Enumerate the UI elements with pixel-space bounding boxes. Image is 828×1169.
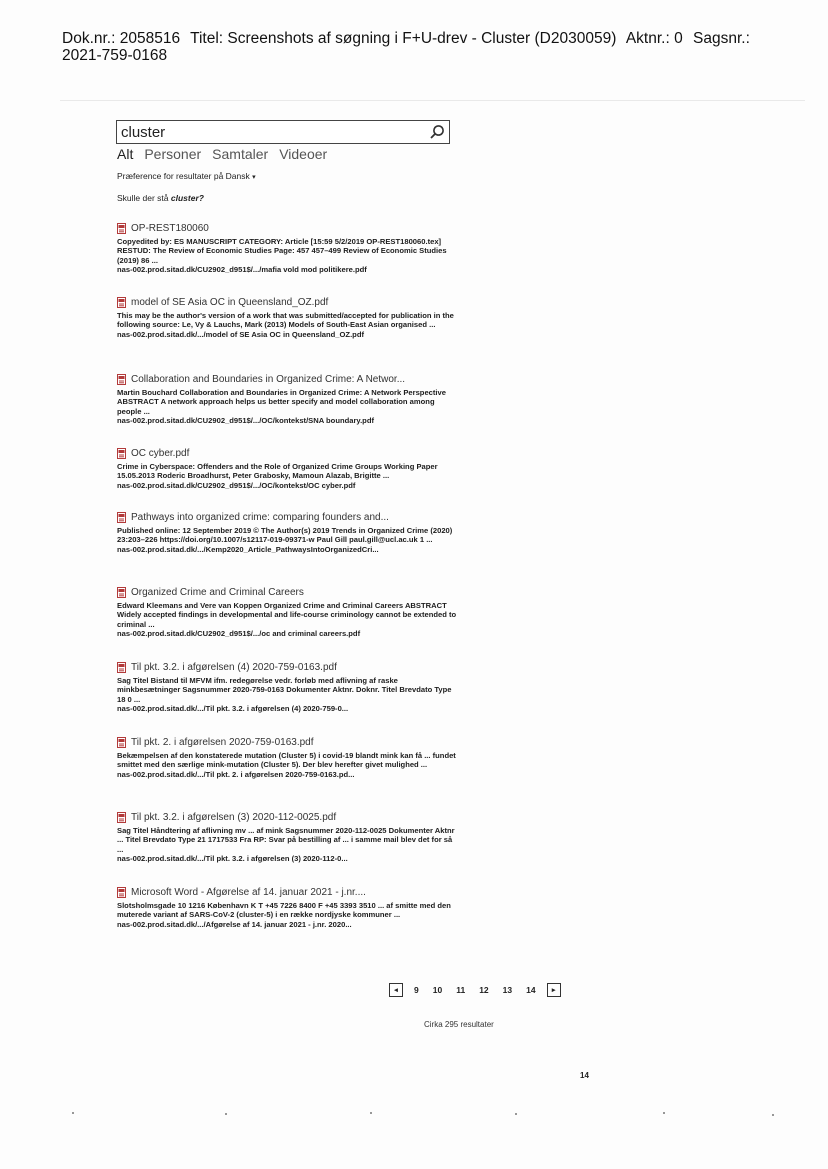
result-title-link[interactable] <box>117 736 457 749</box>
result-item <box>117 586 457 639</box>
pdf-file-icon <box>117 297 126 308</box>
document-page-number: 14 <box>580 1071 589 1080</box>
result-path[interactable]: nas-002.prod.sitad.dk/CU2902_d951$/.../OC/kontekst/SNA boundary.pdf <box>117 416 374 426</box>
result-title-link[interactable] <box>117 222 457 235</box>
result-path[interactable]: nas-002.prod.sitad.dk/.../Kemp2020_Article_PathwaysIntoOrganizedCri... <box>117 544 379 554</box>
spelling-suggestion <box>117 193 204 203</box>
doc-sagsnr-value: 2021-759-0168 <box>62 47 168 64</box>
result-title: Pathways into organized crime: comparing founders and... <box>131 512 389 523</box>
result-path[interactable]: nas-002.prod.sitad.dk/.../Til pkt. 2. i afgørelsen 2020-759-0163.pd... <box>117 769 355 779</box>
result-title: Organized Crime and Criminal Careers <box>131 587 304 598</box>
result-title: OC cyber.pdf <box>131 448 190 459</box>
scan-noise <box>0 1110 828 1120</box>
pdf-file-icon <box>117 512 126 523</box>
result-item <box>117 373 457 426</box>
pdf-file-icon <box>117 662 126 673</box>
result-item <box>117 447 457 490</box>
suggestion-prefix: Skulle der stå <box>117 193 169 203</box>
page-link-10[interactable]: 10 <box>432 985 443 995</box>
chevron-right-icon: ▸ <box>551 987 556 994</box>
page-link-14[interactable]: 14 <box>526 985 536 995</box>
tab-samtaler[interactable]: Samtaler <box>212 146 269 162</box>
pdf-file-icon <box>117 587 126 598</box>
page-link-11[interactable]: 11 <box>456 985 466 995</box>
result-snippet: Martin Bouchard Collaboration and Boundaries in Organized Crime: A Network Perspective ABSTRACT A network approach helps us better specify and model collaboration among people ... <box>117 388 446 416</box>
result-item <box>117 661 457 714</box>
search-button[interactable] <box>425 122 449 142</box>
page-link-12[interactable]: 12 <box>479 985 489 995</box>
result-title: OP-REST180060 <box>131 223 209 234</box>
chevron-left-icon: ◂ <box>394 987 398 994</box>
result-title-link[interactable] <box>117 511 457 524</box>
result-path[interactable]: nas-002.prod.sitad.dk/.../Til pkt. 3.2. i afgørelsen (3) 2020-112-0... <box>117 854 348 864</box>
result-title-link[interactable] <box>117 886 457 899</box>
result-title: Til pkt. 3.2. i afgørelsen (4) 2020-759-0163.pdf <box>131 662 337 673</box>
result-title: Collaboration and Boundaries in Organized Crime: A Networ... <box>131 374 406 385</box>
next-page-button[interactable] <box>547 983 561 997</box>
result-path[interactable]: nas-002.prod.sitad.dk/CU2902_d951$/.../OC/kontekst/OC cyber.pdf <box>117 480 356 490</box>
prev-page-button[interactable] <box>389 983 403 997</box>
doc-aktnr: Aktnr.: 0 <box>625 30 683 47</box>
search-scope-tabs <box>117 146 327 162</box>
result-item <box>117 811 457 864</box>
pdf-file-icon <box>117 448 126 459</box>
result-snippet: Copyedited by: ES MANUSCRIPT CATEGORY: Article [15:59 5/2/2019 OP-REST180060.tex] RESTUD: The Review of Economic Studies Page: 457 457–499 Review of Economic Studies (2019) 86 ... <box>117 237 447 265</box>
result-snippet: This may be the author's version of a work that was submitted/accepted for publication in the following source: Le, Vy & Lauchs, Mark (2013) Models of South-East Asian organised ... <box>117 311 454 330</box>
tab-personer[interactable]: Personer <box>144 146 202 162</box>
result-snippet: Edward Kleemans and Vere van Koppen Organized Crime and Criminal Careers ABSTRACT Widely accepted findings in developmental and life-course criminology cannot be extended to criminal ... <box>117 601 457 629</box>
language-preference[interactable] <box>117 171 256 181</box>
result-title: Til pkt. 2. i afgørelsen 2020-759-0163.pdf <box>131 737 314 748</box>
result-item <box>117 886 457 929</box>
result-title-link[interactable] <box>117 296 457 309</box>
result-snippet: Published online: 12 September 2019 © The Author(s) 2019 Trends in Organized Crime (2020) 23:203–226 https://doi.org/10.1007/s12117-019-09371-w Paul Gill paul.gill@ucl.ac.uk 1 ... <box>117 526 453 545</box>
result-snippet: Sag Titel Håndtering af aflivning mv ... af mink Sagsnummer 2020-112-0025 Dokumenter Aktnr ... Titel Brevdato Type 21 1717533 Fra RP: Svar på bestilling af ... i samme mail blev det for så ... <box>117 826 455 854</box>
result-title-link[interactable] <box>117 661 457 674</box>
result-snippet: Bekæmpelsen af den konstaterede mutation (Cluster 5) i covid-19 blandt mink kan få ... fundet smittet med den særlige mink-mutation (Cluster 5). Der blev herefter givet mulighed ... <box>117 751 456 770</box>
result-path[interactable]: nas-002.prod.sitad.dk/CU2902_d951$/.../oc and criminal careers.pdf <box>117 629 361 639</box>
document-header <box>62 30 802 64</box>
language-preference-label: Præference for resultater på Dansk <box>117 171 250 181</box>
result-snippet: Crime in Cyberspace: Offenders and the Role of Organized Crime Groups Working Paper 15.05.2013 Roderic Broadhurst, Peter Grabosky, Mamoun Alazab, Brigitte ... <box>117 462 438 481</box>
result-title: Til pkt. 3.2. i afgørelsen (3) 2020-112-0025.pdf <box>131 812 337 823</box>
result-title: model of SE Asia OC in Queensland_OZ.pdf <box>131 297 329 308</box>
result-snippet: Sag Titel Bistand til MFVM ifm. redegørelse vedr. forløb med aflivning af raske minkbesætninger Sagsnummer 2020-759-0163 Dokumenter Aktnr. Doknr. Titel Brevdato Type 18 0 ... <box>117 676 452 704</box>
doc-title: Titel: Screenshots af søgning i F+U-drev - Cluster (D2030059) <box>190 30 617 47</box>
result-title: Microsoft Word - Afgørelse af 14. januar 2021 - j.nr.... <box>131 887 366 898</box>
pdf-file-icon <box>117 223 126 234</box>
result-path[interactable]: nas-002.prod.sitad.dk/CU2902_d951$/.../mafia vold mod politikere.pdf <box>117 265 367 275</box>
result-count: Cirka 295 resultater <box>424 1020 494 1029</box>
search-box <box>116 120 450 144</box>
result-item <box>117 736 457 779</box>
pdf-file-icon <box>117 812 126 823</box>
result-item <box>117 511 457 554</box>
tab-alt[interactable]: Alt <box>117 146 134 162</box>
pdf-file-icon <box>117 737 126 748</box>
search-input[interactable] <box>117 122 425 142</box>
result-item <box>117 296 457 339</box>
result-path[interactable]: nas-002.prod.sitad.dk/.../Til pkt. 3.2. i afgørelsen (4) 2020-759-0... <box>117 704 349 714</box>
tab-videoer[interactable]: Videoer <box>279 146 328 162</box>
result-snippet: Slotsholmsgade 10 1216 København K T +45 7226 8400 F +45 3393 3510 ... af smitte med den muterede variant af SARS-CoV-2 (cluster-5) i en række nordjyske kommuner ... <box>117 901 451 920</box>
result-title-link[interactable] <box>117 447 457 460</box>
result-path[interactable]: nas-002.prod.sitad.dk/.../model of SE Asia OC in Queensland_OZ.pdf <box>117 329 364 339</box>
suggestion-link[interactable]: cluster? <box>170 193 204 203</box>
result-title-link[interactable] <box>117 586 457 599</box>
page-link-13[interactable]: 13 <box>502 985 513 995</box>
doc-number: Dok.nr.: 2058516 <box>62 30 181 47</box>
result-title-link[interactable] <box>117 373 457 386</box>
chevron-down-icon: ▾ <box>252 174 256 181</box>
result-item <box>117 222 457 275</box>
pdf-file-icon <box>117 887 126 898</box>
scan-divider <box>60 100 805 101</box>
pagination <box>389 983 561 997</box>
search-icon <box>429 124 445 140</box>
result-path[interactable]: nas-002.prod.sitad.dk/.../Afgørelse af 14. januar 2021 - j.nr. 2020... <box>117 919 352 929</box>
page-link-9[interactable]: 9 <box>414 985 419 995</box>
doc-sagsnr-label: Sagsnr.: <box>693 30 750 47</box>
result-title-link[interactable] <box>117 811 457 824</box>
pdf-file-icon <box>117 374 126 385</box>
